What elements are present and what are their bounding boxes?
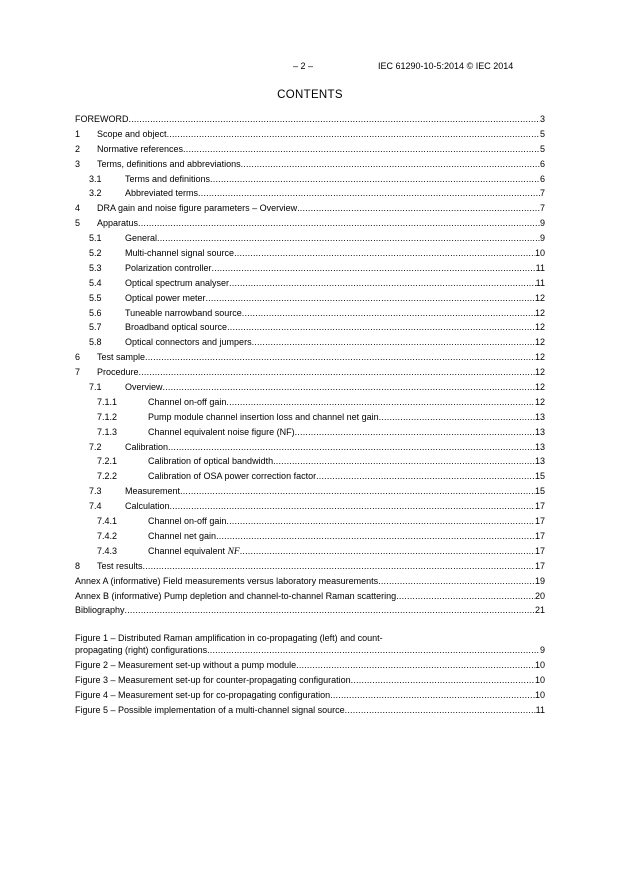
toc-entry-number: 3.1 bbox=[89, 173, 102, 184]
toc-entry-title: DRA gain and noise figure parameters – Overview bbox=[97, 203, 298, 214]
toc-entry-page: 9 bbox=[539, 233, 545, 244]
toc-entry[interactable] bbox=[75, 365, 545, 380]
toc-entry-page: 12 bbox=[534, 307, 545, 318]
toc-entry-page: 19 bbox=[534, 575, 545, 586]
dot-leader bbox=[240, 544, 535, 560]
dot-leader bbox=[242, 306, 535, 321]
figure-entry-title: Figure 4 – Measurement set-up for co-propagating configuration bbox=[75, 690, 331, 701]
toc-entry-line bbox=[75, 112, 545, 127]
toc-entry-title: Scope and object bbox=[97, 128, 167, 139]
dot-leader bbox=[227, 320, 535, 335]
toc-entry-line bbox=[148, 395, 545, 410]
toc-entry-number: 5.8 bbox=[89, 337, 102, 348]
toc-entry-line bbox=[97, 216, 545, 231]
toc-entry[interactable] bbox=[75, 484, 545, 499]
toc-entry-page: 13 bbox=[534, 441, 545, 452]
toc-entry-title: Calculation bbox=[125, 501, 170, 512]
toc-entry-number: 7.2.2 bbox=[97, 471, 118, 482]
table-of-contents bbox=[75, 112, 545, 718]
toc-entry[interactable] bbox=[75, 216, 545, 231]
dot-leader bbox=[379, 410, 535, 425]
toc-entry-line bbox=[75, 589, 545, 604]
figure-entry-line bbox=[75, 658, 545, 673]
toc-entry-title: Procedure bbox=[97, 367, 139, 378]
toc-entry[interactable] bbox=[75, 246, 545, 261]
dot-leader bbox=[226, 514, 535, 529]
dot-leader bbox=[168, 440, 535, 455]
toc-entry-number: 8 bbox=[75, 560, 81, 571]
dot-leader bbox=[212, 261, 536, 276]
contents-title: CONTENTS bbox=[277, 89, 343, 101]
toc-entry-page: 6 bbox=[539, 173, 545, 184]
figure-entry-title: Figure 3 – Measurement set-up for counter-propagating configuration bbox=[75, 675, 351, 686]
toc-entry-line bbox=[97, 201, 545, 216]
figure-entry-line bbox=[75, 703, 545, 718]
toc-entry-title: Normative references bbox=[97, 143, 184, 154]
toc-entry[interactable] bbox=[75, 529, 545, 544]
toc-entry[interactable] bbox=[75, 410, 545, 425]
toc-entry-page: 5 bbox=[539, 143, 545, 154]
toc-entry-line bbox=[97, 559, 545, 574]
toc-entry[interactable] bbox=[75, 276, 545, 291]
toc-entry-title: Tuneable narrowband source bbox=[125, 307, 242, 318]
toc-entry[interactable] bbox=[75, 425, 545, 440]
toc-entry-line bbox=[125, 380, 545, 395]
toc-entry[interactable] bbox=[75, 142, 545, 157]
dot-leader bbox=[167, 127, 540, 142]
toc-entry[interactable] bbox=[75, 469, 545, 484]
toc-entry-number: 7.4.3 bbox=[97, 545, 118, 556]
toc-entry-page: 15 bbox=[534, 471, 545, 482]
toc-entry-page: 13 bbox=[534, 411, 545, 422]
dot-leader bbox=[210, 172, 540, 187]
toc-entry-title: Overview bbox=[125, 382, 163, 393]
toc-entry-line bbox=[148, 514, 545, 529]
dot-leader bbox=[295, 425, 535, 440]
toc-entry-line bbox=[125, 231, 545, 246]
toc-entry-title-italic: NF bbox=[227, 546, 240, 557]
toc-entry-line bbox=[97, 157, 545, 172]
toc-entry-number: 7.2 bbox=[89, 441, 102, 452]
dot-leader bbox=[229, 276, 536, 291]
toc-entry-title: Channel on-off gain bbox=[148, 396, 227, 407]
toc-entry-number: 7.2.1 bbox=[97, 456, 118, 467]
toc-entry-line bbox=[148, 410, 545, 425]
figure-entry[interactable] bbox=[75, 703, 545, 718]
toc-entry-line bbox=[148, 454, 545, 469]
toc-entry-page: 10 bbox=[534, 248, 545, 259]
dot-leader bbox=[170, 499, 535, 514]
toc-entry-number: 7.4 bbox=[89, 501, 102, 512]
dot-leader bbox=[183, 142, 540, 157]
toc-entry[interactable] bbox=[75, 201, 545, 216]
toc-entry-title: General bbox=[125, 233, 158, 244]
toc-entry-page: 12 bbox=[534, 396, 545, 407]
toc-entry[interactable] bbox=[75, 603, 545, 618]
toc-entry[interactable] bbox=[75, 172, 545, 187]
toc-entry-page: 17 bbox=[534, 545, 545, 556]
toc-entry[interactable] bbox=[75, 157, 545, 172]
toc-entry-line bbox=[125, 291, 545, 306]
toc-entry-title: Optical power meter bbox=[125, 292, 206, 303]
dot-leader bbox=[143, 559, 535, 574]
toc-entry[interactable] bbox=[75, 574, 545, 589]
dot-leader bbox=[216, 529, 535, 544]
dot-leader bbox=[198, 186, 540, 201]
toc-entry-number: 7.1.3 bbox=[97, 426, 118, 437]
toc-entry-page: 12 bbox=[534, 352, 545, 363]
toc-entry[interactable] bbox=[75, 291, 545, 306]
dot-leader bbox=[129, 112, 540, 127]
figure-entry-page: 10 bbox=[534, 675, 545, 686]
toc-entry-page: 17 bbox=[534, 501, 545, 512]
toc-entry-number: 3 bbox=[75, 158, 81, 169]
toc-entry-number: 7.1.2 bbox=[97, 411, 118, 422]
toc-entry-page: 11 bbox=[535, 262, 545, 273]
section-gap bbox=[75, 618, 545, 632]
toc-entry-line bbox=[125, 306, 545, 321]
figure-entry-page: 10 bbox=[534, 660, 545, 671]
toc-entry-number: 5.6 bbox=[89, 307, 102, 318]
toc-entry-line bbox=[125, 499, 545, 514]
figure-entry-page: 11 bbox=[535, 704, 545, 715]
dot-leader bbox=[296, 658, 535, 673]
toc-entry-page: 15 bbox=[534, 486, 545, 497]
figure-entry[interactable] bbox=[75, 673, 545, 688]
figure-entry-line bbox=[75, 673, 545, 688]
toc-entry-title: Calibration of optical bandwidth bbox=[148, 456, 274, 467]
toc-entry-number: 7.1 bbox=[89, 382, 102, 393]
toc-entry[interactable] bbox=[75, 335, 545, 350]
dot-leader bbox=[330, 688, 535, 703]
toc-entry-number: 5.4 bbox=[89, 277, 102, 288]
toc-entry[interactable] bbox=[75, 380, 545, 395]
dot-leader bbox=[241, 157, 540, 172]
toc-entry-number: 6 bbox=[75, 352, 81, 363]
figure-entry[interactable] bbox=[75, 632, 545, 658]
page-number: – 2 – bbox=[293, 61, 314, 71]
toc-entry-title: Annex A (informative) Field measurements versus laboratory measurements bbox=[75, 575, 379, 586]
toc-entry-title: Optical spectrum analyser bbox=[125, 277, 230, 288]
toc-entry-title: Polarization controller bbox=[125, 262, 212, 273]
toc-entry-page: 21 bbox=[534, 605, 545, 616]
toc-entry-title: Broadband optical source bbox=[125, 322, 228, 333]
toc-entry[interactable] bbox=[75, 231, 545, 246]
toc-entry-page: 3 bbox=[539, 114, 545, 124]
toc-entry-line bbox=[125, 186, 545, 201]
toc-entry-page: 17 bbox=[534, 516, 545, 527]
toc-entry-line bbox=[148, 529, 545, 544]
dot-leader bbox=[252, 335, 535, 350]
toc-entry[interactable] bbox=[75, 514, 545, 529]
toc-entry-number: 4 bbox=[75, 203, 81, 214]
dot-leader bbox=[234, 246, 535, 261]
dot-leader bbox=[139, 365, 535, 380]
figure-entry-title: propagating (right) configurations bbox=[75, 645, 208, 656]
toc-entry-line bbox=[125, 276, 545, 291]
toc-entry[interactable] bbox=[75, 320, 545, 335]
toc-entry[interactable] bbox=[75, 589, 545, 604]
toc-entry-page: 20 bbox=[534, 590, 545, 601]
toc-entry-page: 5 bbox=[539, 128, 545, 139]
dot-leader bbox=[125, 603, 535, 618]
toc-entry-number: 5.3 bbox=[89, 262, 102, 273]
toc-entry-line bbox=[75, 574, 545, 589]
toc-entry[interactable] bbox=[75, 499, 545, 514]
figure-entry-line bbox=[75, 688, 545, 703]
toc-entry-title: Abbreviated terms bbox=[125, 188, 199, 199]
toc-entry-line bbox=[97, 365, 545, 380]
toc-entry[interactable] bbox=[75, 112, 545, 127]
toc-entry-title: Channel equivalent NF bbox=[148, 545, 240, 557]
toc-entry-number: 2 bbox=[75, 143, 81, 154]
dot-leader bbox=[138, 216, 540, 231]
dot-leader bbox=[157, 231, 540, 246]
toc-entry-page: 13 bbox=[534, 456, 545, 467]
toc-entry-page: 12 bbox=[534, 337, 545, 348]
dot-leader bbox=[345, 703, 536, 718]
dot-leader bbox=[163, 380, 535, 395]
toc-entry-line bbox=[125, 440, 545, 455]
dot-leader bbox=[396, 589, 535, 604]
toc-entry-page: 13 bbox=[534, 426, 545, 437]
toc-entry-page: 12 bbox=[534, 367, 545, 378]
toc-entry-page: 11 bbox=[535, 277, 545, 288]
toc-entry-line bbox=[97, 142, 545, 157]
toc-entry-title: Optical connectors and jumpers bbox=[125, 337, 252, 348]
dot-leader bbox=[226, 395, 535, 410]
toc-entry-number: 5.2 bbox=[89, 248, 102, 259]
toc-entry-title: FOREWORD bbox=[75, 114, 129, 124]
dot-leader bbox=[297, 201, 540, 216]
toc-entry-number: 7.4.2 bbox=[97, 530, 118, 541]
toc-entry-number: 5.5 bbox=[89, 292, 102, 303]
figure-entry-title: Figure 2 – Measurement set-up without a pump module bbox=[75, 660, 297, 671]
figure-entry-line bbox=[75, 643, 545, 658]
toc-entry[interactable] bbox=[75, 261, 545, 276]
page-header bbox=[0, 61, 620, 75]
toc-entry[interactable] bbox=[75, 544, 545, 559]
toc-entry-page: 7 bbox=[539, 203, 545, 214]
toc-entry-page: 6 bbox=[539, 158, 545, 169]
dot-leader bbox=[180, 484, 535, 499]
toc-entry[interactable] bbox=[75, 127, 545, 142]
toc-entry-title: Channel on-off gain bbox=[148, 516, 227, 527]
dot-leader bbox=[351, 673, 535, 688]
toc-entry-number: 5.7 bbox=[89, 322, 102, 333]
figure-entry-page: 10 bbox=[534, 690, 545, 701]
toc-entry-title: Apparatus bbox=[97, 218, 139, 229]
toc-entry[interactable] bbox=[75, 559, 545, 574]
figure-entry[interactable] bbox=[75, 688, 545, 703]
toc-entry[interactable] bbox=[75, 454, 545, 469]
toc-entry[interactable] bbox=[75, 395, 545, 410]
toc-entry-line bbox=[148, 544, 545, 560]
toc-entry-page: 12 bbox=[534, 322, 545, 333]
toc-entry-line bbox=[125, 246, 545, 261]
figure-entry-title: Figure 5 – Possible implementation of a multi-channel signal source bbox=[75, 704, 345, 715]
toc-entry-line bbox=[125, 172, 545, 187]
toc-entry-page: 9 bbox=[539, 218, 545, 229]
toc-entry-title: Measurement bbox=[125, 486, 181, 497]
toc-entry-title: Test results bbox=[97, 560, 143, 571]
toc-entry-line bbox=[97, 127, 545, 142]
toc-entry-number: 3.2 bbox=[89, 188, 102, 199]
toc-entry-page: 12 bbox=[534, 292, 545, 303]
toc-entry-title: Channel net gain bbox=[148, 530, 217, 541]
dot-leader bbox=[378, 574, 535, 589]
toc-entry-title: Annex B (informative) Pump depletion and channel-to-channel Raman scattering bbox=[75, 590, 397, 601]
toc-entry-number: 7 bbox=[75, 367, 81, 378]
toc-entry-title: Terms and definitions bbox=[125, 173, 211, 184]
figure-entry[interactable] bbox=[75, 658, 545, 673]
toc-entry-title: Terms, definitions and abbreviations bbox=[97, 158, 241, 169]
toc-entry[interactable] bbox=[75, 350, 545, 365]
figure-entry-page: 9 bbox=[539, 645, 545, 656]
dot-leader bbox=[207, 643, 540, 658]
toc-entry[interactable] bbox=[75, 186, 545, 201]
toc-entry-number: 7.1.1 bbox=[97, 396, 118, 407]
toc-entry-page: 7 bbox=[539, 188, 545, 199]
toc-entry-number: 7.4.1 bbox=[97, 516, 118, 527]
document-reference: IEC 61290-10-5:2014 © IEC 2014 bbox=[378, 61, 514, 71]
dot-leader bbox=[145, 350, 535, 365]
toc-entry-number: 5.1 bbox=[89, 233, 102, 244]
toc-entry[interactable] bbox=[75, 440, 545, 455]
toc-entry-title: Calibration of OSA power correction factor bbox=[148, 471, 317, 482]
toc-entry-title: Channel equivalent noise figure (NF) bbox=[148, 426, 295, 437]
toc-entry-line bbox=[125, 484, 545, 499]
toc-entry-line bbox=[125, 320, 545, 335]
toc-entry-page: 17 bbox=[534, 530, 545, 541]
toc-entry-line bbox=[75, 603, 545, 618]
toc-entry-line bbox=[125, 261, 545, 276]
toc-entry-number: 7.3 bbox=[89, 486, 102, 497]
dot-leader bbox=[273, 454, 535, 469]
toc-entry-title: Calibration bbox=[125, 441, 169, 452]
toc-entry-title: Bibliography bbox=[75, 605, 125, 616]
dot-leader bbox=[206, 291, 535, 306]
figure-entry-title-line1: Figure 1 – Distributed Raman amplification in co-propagating (left) and count- bbox=[75, 633, 383, 644]
toc-entry-title: Multi-channel signal source bbox=[125, 248, 235, 259]
toc-entry-number: 1 bbox=[75, 128, 81, 139]
toc-entry-line bbox=[148, 425, 545, 440]
toc-entry-title: Pump module channel insertion loss and channel net gain bbox=[148, 411, 379, 422]
dot-leader bbox=[316, 469, 535, 484]
toc-entry-line bbox=[125, 335, 545, 350]
toc-entry-page: 12 bbox=[534, 382, 545, 393]
toc-entry-line bbox=[97, 350, 545, 365]
toc-entry[interactable] bbox=[75, 306, 545, 321]
toc-entry-line bbox=[148, 469, 545, 484]
toc-entry-number: 5 bbox=[75, 218, 81, 229]
toc-entry-title: Test sample bbox=[97, 352, 146, 363]
toc-entry-page: 17 bbox=[534, 560, 545, 571]
